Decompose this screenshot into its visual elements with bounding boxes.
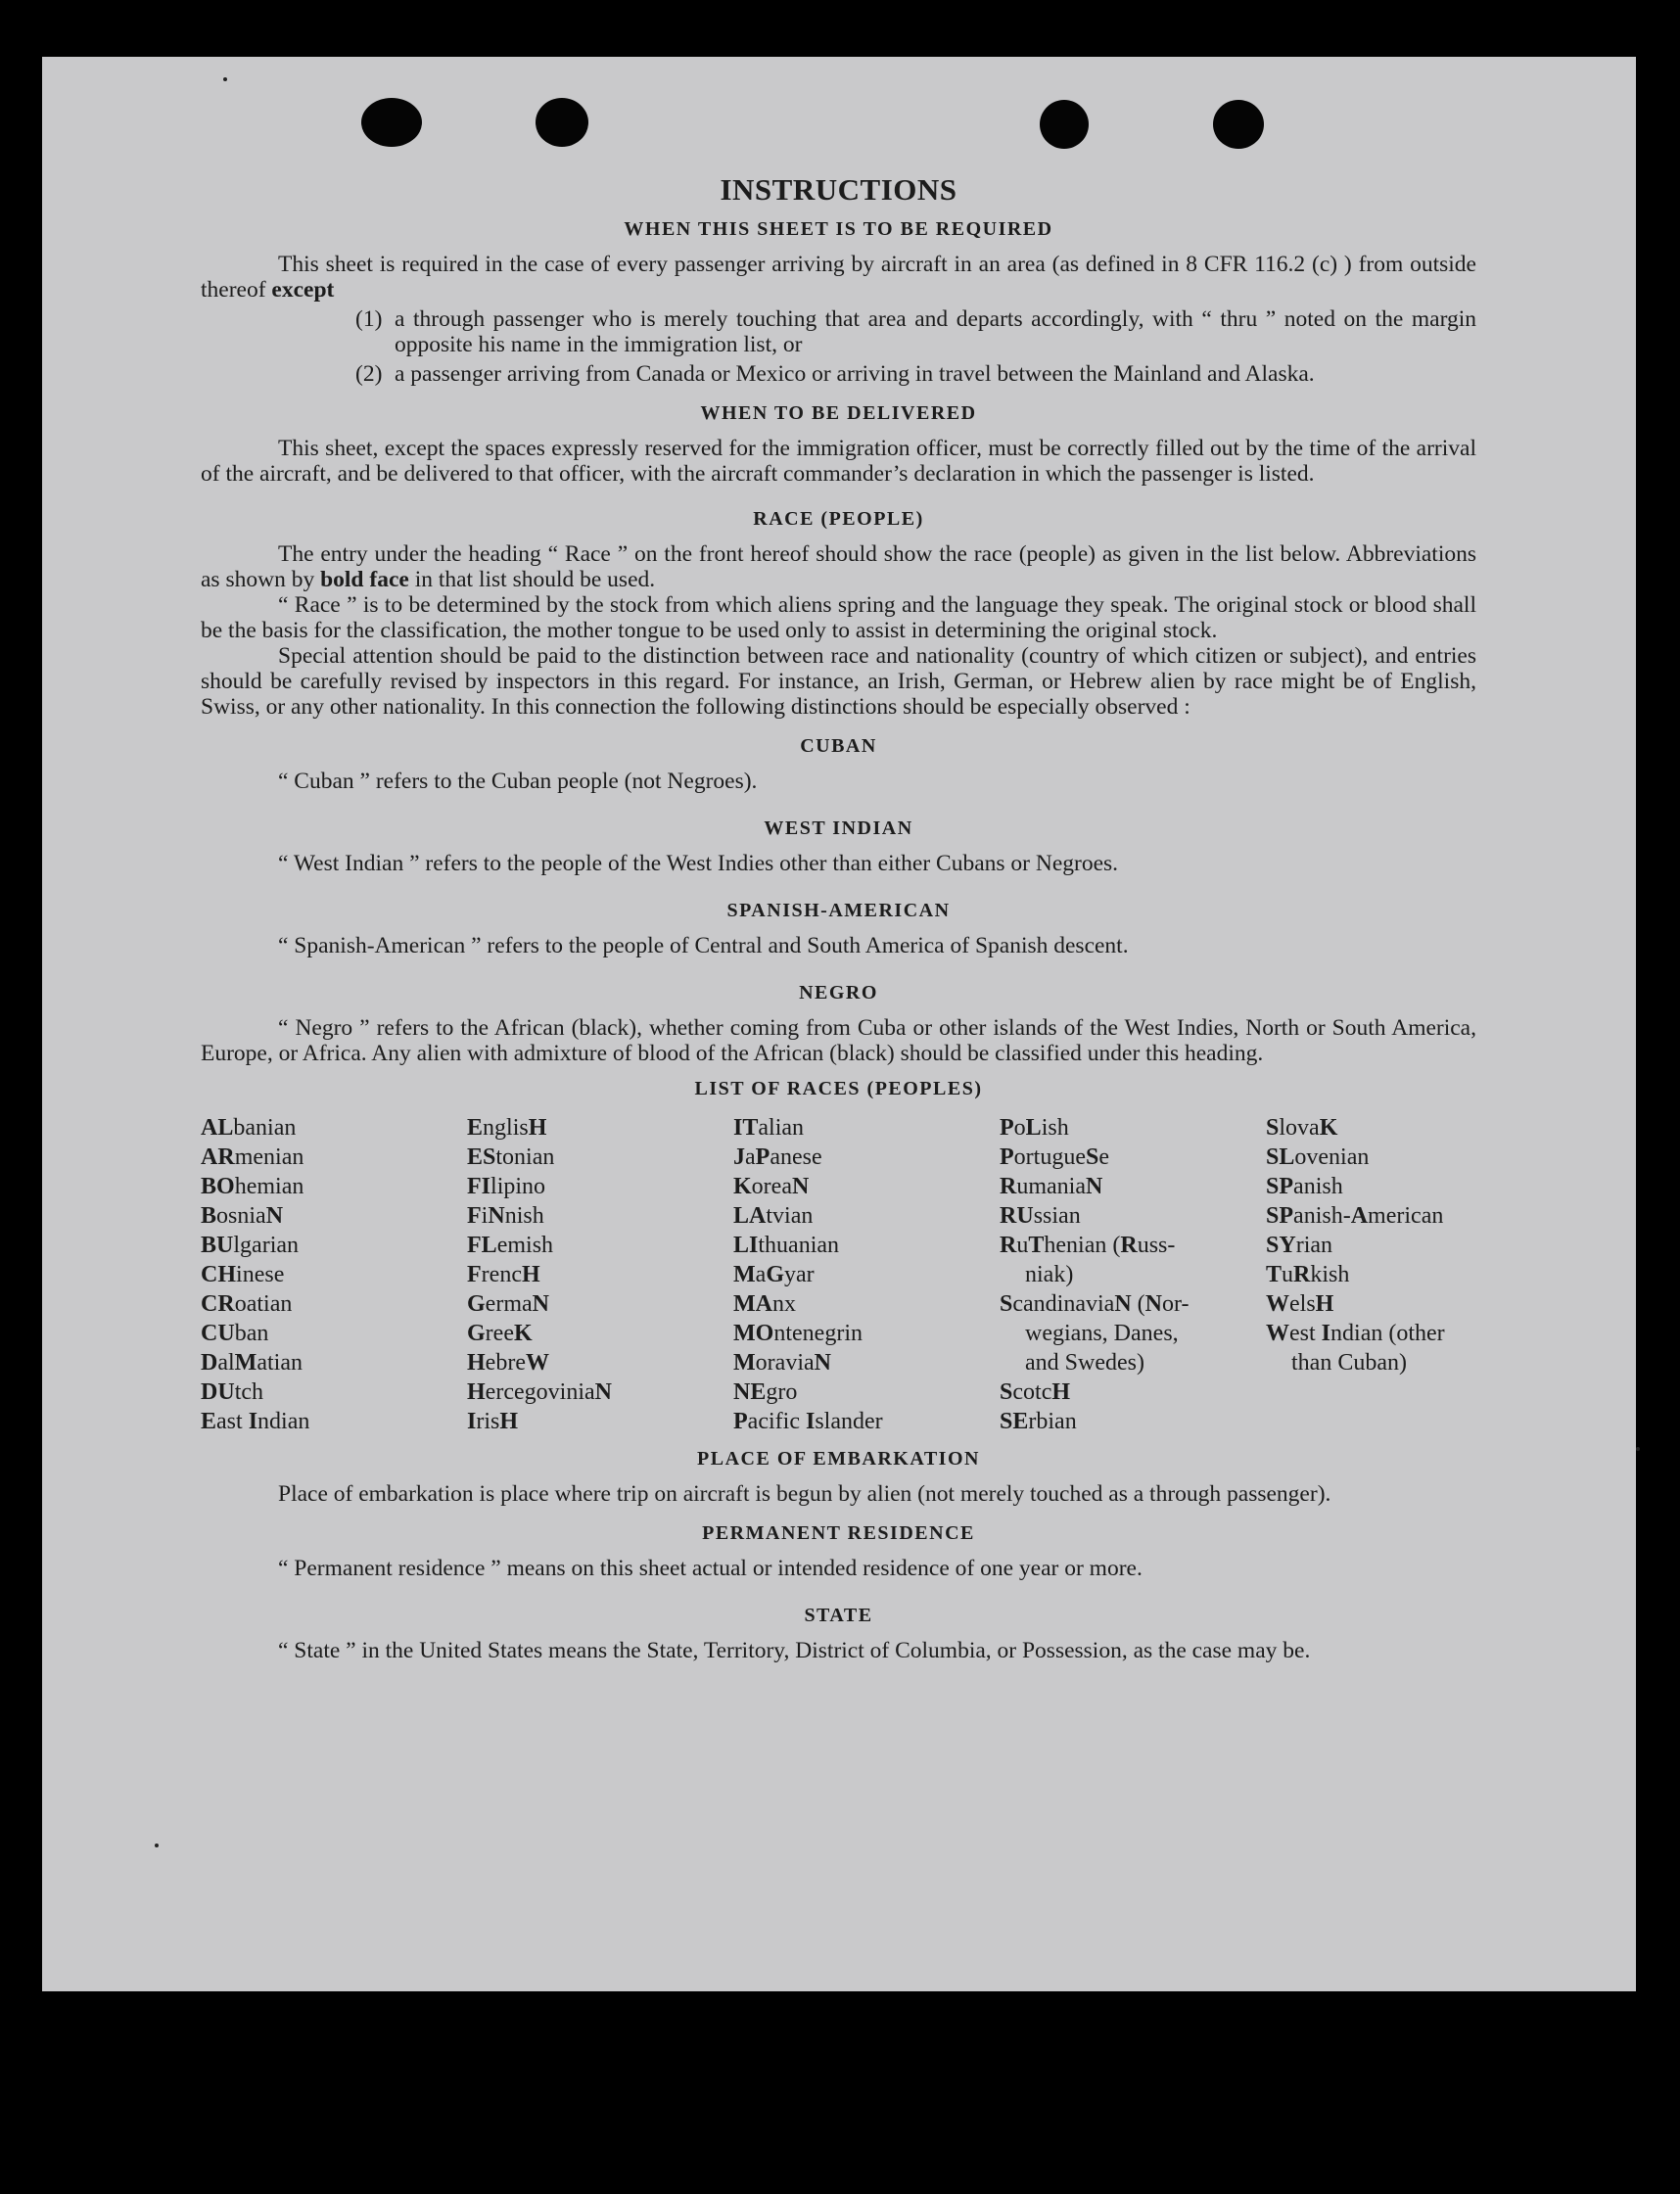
race-entry: PoLish xyxy=(1000,1115,1069,1141)
race-entry: West Indian (other xyxy=(1266,1321,1445,1346)
exception-item: (2) a passenger arriving from Canada or Mexico or arriving in travel between the Mainland and Alaska. xyxy=(355,361,1315,387)
when-required-intro: This sheet is required in the case of every passenger arriving by aircraft in an area (as defined in 8 CFR 116.2 (c) ) from outside thereof except xyxy=(201,252,1476,303)
race-entry: JaPanese xyxy=(733,1144,822,1170)
race-entry: NEgro xyxy=(733,1379,798,1405)
instructions-content xyxy=(201,171,1476,1663)
race-entry: ScotcH xyxy=(1000,1379,1071,1405)
races-column xyxy=(467,1113,733,1436)
race-entry: ITalian xyxy=(733,1115,805,1141)
section-heading-when-required: WHEN THIS SHEET IS TO BE REQUIRED xyxy=(624,218,1053,240)
race-entry: HercegoviniaN xyxy=(467,1379,612,1405)
race-entry: BUlgarian xyxy=(201,1233,300,1258)
race-entry: HebreW xyxy=(467,1350,549,1376)
race-entry: SYrian xyxy=(1266,1233,1333,1258)
race-entry: PortugueSe xyxy=(1000,1144,1110,1170)
race-entry: GermaN xyxy=(467,1291,549,1317)
race-paragraph: Special attention should be paid to the distinction between race and nationality (country of which citizen or subject), and entries should be carefully revised by inspectors in this regard. For instance, an Irish, German, or Hebrew alien by race might be of English, Swiss, or any other nationality. In this connection the following distinctions should be especially observed : xyxy=(201,643,1476,720)
race-entry: ARmenian xyxy=(201,1144,304,1170)
dust-speck xyxy=(155,1844,159,1847)
residence-text: “ Permanent residence ” means on this sheet actual or intended residence of one year or more. xyxy=(278,1556,1143,1581)
race-entry: BosniaN xyxy=(201,1203,284,1229)
race-entry: ScandinaviaN (Nor- xyxy=(1000,1291,1190,1317)
race-entry: KoreaN xyxy=(733,1174,810,1199)
section-heading-spanish-american: SPANISH-AMERICAN xyxy=(726,900,951,921)
section-heading-permanent-residence: PERMANENT RESIDENCE xyxy=(702,1522,975,1544)
race-entry-continuation: and Swedes) xyxy=(1025,1350,1145,1376)
negro-text: “ Negro ” refers to the African (black), whether coming from Cuba or other islands of the West Indies, North or South America, Europe, or Africa. Any alien with admixture of blood of the African (black) should be classified under this heading. xyxy=(201,1015,1476,1066)
punch-hole xyxy=(536,98,588,147)
race-entry: SErbian xyxy=(1000,1409,1077,1434)
race-entry: BOhemian xyxy=(201,1174,304,1199)
race-paragraph: The entry under the heading “ Race ” on the front hereof should show the race (people) as given in the list below. Abbreviations as shown by bold face in that list should be used. xyxy=(201,541,1476,592)
west-indian-text: “ West Indian ” refers to the people of the West Indies other than either Cubans or Negroes. xyxy=(278,851,1119,876)
section-heading-place-of-embarkation: PLACE OF EMBARKATION xyxy=(697,1448,980,1470)
when-delivered-text: This sheet, except the spaces expressly reserved for the immigration officer, must be correctly filled out by the time of the arrival of the aircraft, and be delivered to that officer, with the aircraft commander’s declaration in which the passenger is listed. xyxy=(201,436,1476,487)
race-entry: TuRkish xyxy=(1266,1262,1350,1287)
race-entry: FLemish xyxy=(467,1233,554,1258)
race-entry: FiNnish xyxy=(467,1203,544,1229)
race-entry: IrisH xyxy=(467,1409,519,1434)
cuban-text: “ Cuban ” refers to the Cuban people (not Negroes). xyxy=(278,769,758,794)
section-heading-state: STATE xyxy=(804,1605,873,1626)
bold-face-emphasis: bold face xyxy=(320,567,409,592)
section-heading-west-indian: WEST INDIAN xyxy=(764,817,913,839)
except-emphasis: except xyxy=(271,277,335,303)
punch-hole xyxy=(1040,100,1089,149)
race-entry: EStonian xyxy=(467,1144,555,1170)
race-entry: CHinese xyxy=(201,1262,285,1287)
races-column xyxy=(1266,1113,1476,1436)
race-entry: MoraviaN xyxy=(733,1350,831,1376)
embarkation-text: Place of embarkation is place where trip on aircraft is begun by alien (not merely touched as a through passenger). xyxy=(278,1481,1331,1507)
exception-item: (1) a through passenger who is merely touching that area and departs accordingly, with “ thru ” noted on the margin opposite his name in the immigration list, or xyxy=(355,306,1476,357)
race-entry: CUban xyxy=(201,1321,269,1346)
race-entry-continuation: niak) xyxy=(1025,1262,1074,1287)
race-entry: DUtch xyxy=(201,1379,264,1405)
race-entry: GreeK xyxy=(467,1321,533,1346)
race-paragraph: “ Race ” is to be determined by the stock from which aliens spring and the language they speak. The original stock or blood shall be the basis for the classification, the mother tongue to be used only to assist in determining the original stock. xyxy=(201,592,1476,643)
races-column xyxy=(1000,1113,1266,1436)
race-entry-continuation: than Cuban) xyxy=(1291,1350,1407,1376)
race-entry: FIlipino xyxy=(467,1174,546,1199)
punch-hole xyxy=(1213,100,1264,149)
races-column xyxy=(201,1113,467,1436)
race-entry: SPanish-American xyxy=(1266,1203,1444,1229)
dust-speck xyxy=(1636,1447,1640,1451)
race-entry: WelsH xyxy=(1266,1291,1334,1317)
race-entry: DalMatian xyxy=(201,1350,303,1376)
race-entry: EnglisH xyxy=(467,1115,547,1141)
races-list xyxy=(201,1113,1476,1436)
races-column xyxy=(733,1113,1000,1436)
race-entry: MAnx xyxy=(733,1291,796,1317)
dust-speck xyxy=(223,77,227,81)
race-entry: MOntenegrin xyxy=(733,1321,863,1346)
state-text: “ State ” in the United States means the State, Territory, District of Columbia, or Possession, as the case may be. xyxy=(278,1638,1311,1663)
race-entry: SLovenian xyxy=(1266,1144,1370,1170)
race-entry: RumaniaN xyxy=(1000,1174,1103,1199)
section-heading-cuban: CUBAN xyxy=(800,735,877,757)
spanish-american-text: “ Spanish-American ” refers to the people of Central and South America of Spanish descent. xyxy=(278,933,1129,958)
race-entry: East Indian xyxy=(201,1409,310,1434)
section-heading-when-delivered: WHEN TO BE DELIVERED xyxy=(700,402,977,424)
section-heading-negro: NEGRO xyxy=(799,982,878,1004)
race-entry: FrencH xyxy=(467,1262,540,1287)
page-title: INSTRUCTIONS xyxy=(720,172,957,207)
race-entry: CRoatian xyxy=(201,1291,293,1317)
race-entry: Pacific Islander xyxy=(733,1409,883,1434)
race-entry: SPanish xyxy=(1266,1174,1343,1199)
race-entry-continuation: wegians, Danes, xyxy=(1025,1321,1179,1346)
race-entry: SlovaK xyxy=(1266,1115,1338,1141)
race-entry: ALbanian xyxy=(201,1115,297,1141)
race-entry: LAtvian xyxy=(733,1203,814,1229)
punch-hole xyxy=(361,98,422,147)
race-entry: MaGyar xyxy=(733,1262,815,1287)
race-entry: RUssian xyxy=(1000,1203,1081,1229)
race-entry: LIthuanian xyxy=(733,1233,840,1258)
section-heading-list-of-races: LIST OF RACES (PEOPLES) xyxy=(694,1078,983,1099)
race-entry: RuThenian (Russ- xyxy=(1000,1233,1176,1258)
section-heading-race: RACE (PEOPLE) xyxy=(753,508,924,530)
